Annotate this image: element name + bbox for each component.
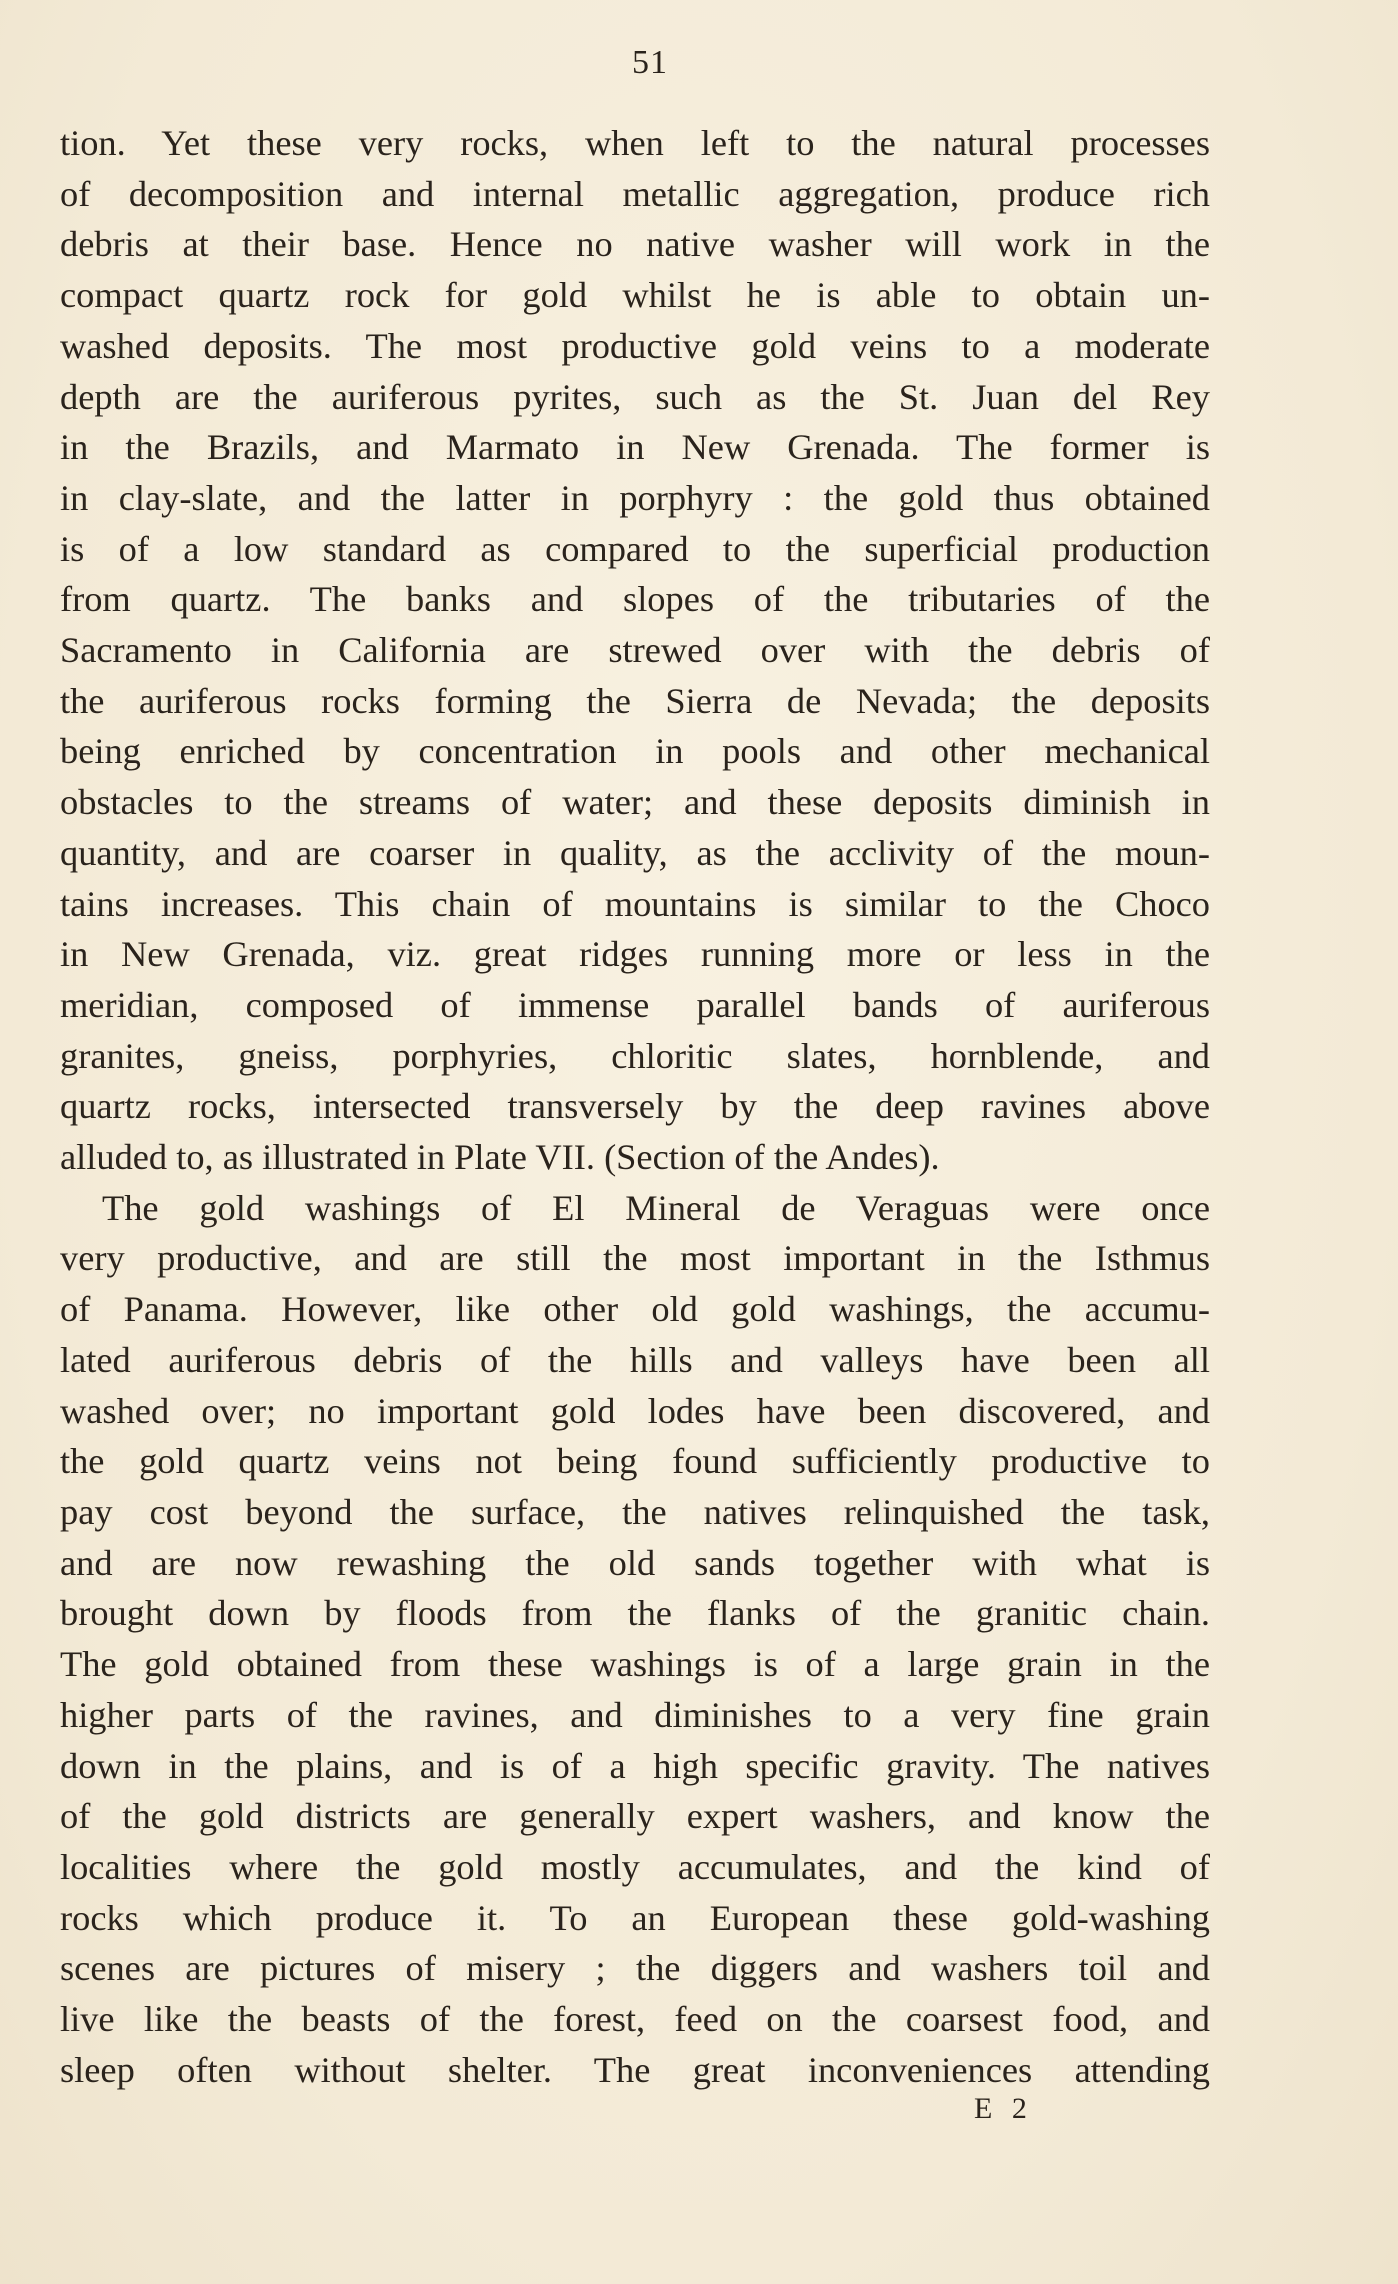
text-line: down in the plains, and is of a high specific gravity. The natives [60, 1745, 1210, 1786]
text-line: The gold washings of El Mineral de Veraguas were once [102, 1187, 1210, 1228]
text-line: lated auriferous debris of the hills and valleys have been all [60, 1339, 1210, 1380]
text-line: the auriferous rocks forming the Sierra de Nevada; the deposits [60, 680, 1210, 721]
text-line: from quartz. The banks and slopes of the tributaries of the [60, 579, 1210, 620]
text-line: is of a low standard as compared to the superficial production [60, 528, 1210, 569]
text-line: higher parts of the ravines, and diminishes to a very fine grain [60, 1694, 1210, 1735]
text-line: very productive, and are still the most important in the Isthmus [60, 1238, 1210, 1279]
text-line: scenes are pictures of misery ; the diggers and washers toil and [60, 1948, 1210, 1989]
text-line: brought down by floods from the flanks of the granitic chain. [60, 1593, 1210, 1634]
text-line: of decomposition and internal metallic aggregation, produce rich [60, 173, 1210, 214]
text-line: tains increases. This chain of mountains is similar to the Choco [60, 883, 1210, 924]
page-number: 51 [632, 44, 668, 81]
text-line: quartz rocks, intersected transversely by the deep ravines above [60, 1086, 1210, 1127]
text-line: tion. Yet these very rocks, when left to the natural processes [60, 123, 1210, 163]
text-line: quantity, and are coarser in quality, as the acclivity of the moun- [60, 832, 1210, 873]
text-line: sleep often without shelter. The great inconveniences attending [60, 2049, 1210, 2090]
text-line: washed deposits. The most productive gold veins to a moderate [60, 325, 1210, 366]
text-line: live like the beasts of the forest, feed on the coarsest food, and [60, 1999, 1210, 2040]
text-line: alluded to, as illustrated in Plate VII. (Section of the Andes). [60, 1137, 940, 1178]
text-line: of Panama. However, like other old gold washings, the accumu- [60, 1289, 1210, 1330]
text-line: of the gold districts are generally expert washers, and know the [60, 1796, 1210, 1837]
text-line: in New Grenada, viz. great ridges running more or less in the [60, 934, 1210, 975]
text-line: depth are the auriferous pyrites, such as the St. Juan del Rey [60, 376, 1210, 417]
text-line: The gold obtained from these washings is of a large grain in the [60, 1644, 1210, 1685]
text-line: being enriched by concentration in pools and other mechanical [60, 731, 1210, 772]
text-line: in the Brazils, and Marmato in New Grenada. The former is [60, 427, 1210, 468]
signature-mark: E 2 [974, 2092, 1033, 2125]
text-line: the gold quartz veins not being found sufficiently productive to [60, 1441, 1210, 1482]
text-line: obstacles to the streams of water; and these deposits diminish in [60, 782, 1210, 823]
text-line: granites, gneiss, porphyries, chloritic slates, hornblende, and [60, 1035, 1210, 1076]
text-line: compact quartz rock for gold whilst he is able to obtain un- [60, 275, 1210, 316]
body-text [60, 118, 1210, 2095]
text-line: rocks which produce it. To an European these gold-washing [60, 1897, 1210, 1938]
text-line: in clay-slate, and the latter in porphyry : the gold thus obtained [60, 477, 1210, 518]
text-line: pay cost beyond the surface, the natives relinquished the task, [60, 1491, 1210, 1532]
text-line: Sacramento in California are strewed over with the debris of [60, 630, 1210, 671]
text-line: meridian, composed of immense parallel bands of auriferous [60, 984, 1210, 1025]
text-line: debris at their base. Hence no native washer will work in the [60, 224, 1210, 265]
text-line: washed over; no important gold lodes have been discovered, and [60, 1390, 1210, 1431]
text-line: and are now rewashing the old sands together with what is [60, 1542, 1210, 1583]
text-line: localities where the gold mostly accumulates, and the kind of [60, 1846, 1210, 1887]
